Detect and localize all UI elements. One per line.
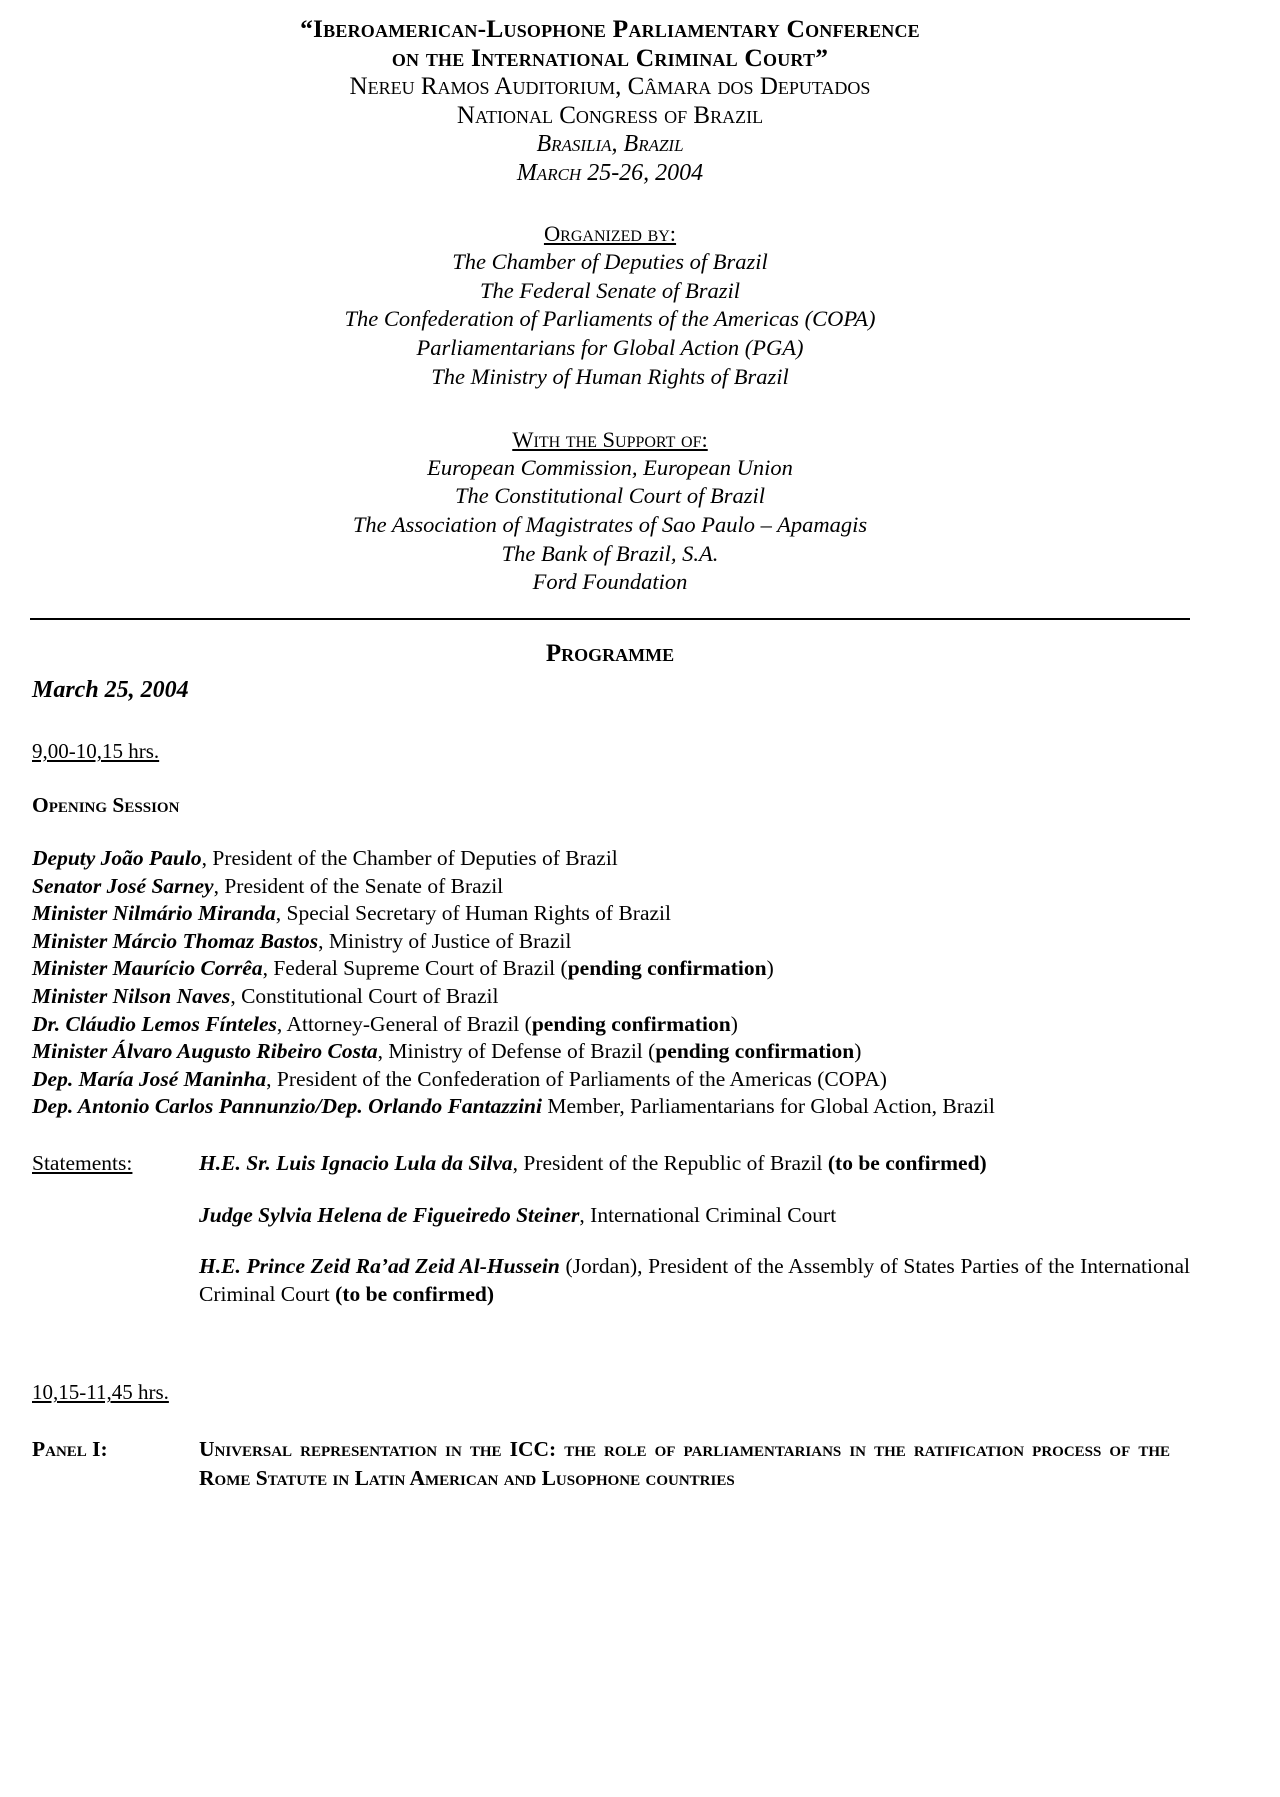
supporter-item: European Commission, European Union bbox=[427, 454, 793, 480]
speaker-row bbox=[32, 983, 1190, 1011]
statements-label: Statements: bbox=[32, 1150, 133, 1175]
speaker-note: pending confirmation bbox=[655, 1039, 855, 1064]
speaker-row bbox=[32, 845, 1190, 873]
statement-name: H.E. Sr. Luis Ignacio Lula da Silva bbox=[199, 1150, 513, 1175]
statement-name: Judge Sylvia Helena de Figueiredo Steiner bbox=[199, 1202, 580, 1227]
speaker-row bbox=[32, 928, 1190, 956]
organizer-item: The Chamber of Deputies of Brazil bbox=[452, 249, 768, 274]
organizer-list bbox=[30, 248, 1190, 392]
organizer-item: The Confederation of Parliaments of the Americas (COPA) bbox=[344, 306, 876, 332]
support-label: With the Support of: bbox=[512, 426, 708, 452]
conference-title-line-1: “Iberoamerican-Lusophone Parliamentary Conference bbox=[300, 14, 920, 43]
panel-one-title: Universal representation in the ICC: the role of parliamentarians in the ratification process of the Rome Statute in Latin American and Lusophone countries bbox=[199, 1437, 1170, 1490]
programme-heading: Programme bbox=[545, 640, 675, 668]
speaker-name: Minister Nilmário Miranda bbox=[32, 901, 276, 926]
supporter-list bbox=[30, 454, 1190, 598]
statement-row bbox=[199, 1150, 1190, 1178]
supporter-item: The Bank of Brazil, S.A. bbox=[501, 540, 719, 566]
speaker-role: , Ministry of Justice of Brazil bbox=[318, 928, 572, 953]
conference-header bbox=[30, 14, 1190, 597]
speaker-role: , Ministry of Defense of Brazil bbox=[377, 1039, 649, 1064]
organizer-item: The Ministry of Human Rights of Brazil bbox=[431, 363, 789, 389]
supporter-item: The Association of Magistrates of Sao Paulo – Apamagis bbox=[352, 511, 868, 537]
opening-speaker-list bbox=[32, 845, 1190, 1121]
speaker-note: pending confirmation bbox=[567, 956, 767, 981]
organizer-item: The Federal Senate of Brazil bbox=[480, 277, 740, 303]
panel-one-label: Panel I: bbox=[32, 1437, 108, 1462]
opening-time-slot: 9,00-10,15 hrs. bbox=[32, 739, 160, 764]
statements-block bbox=[32, 1150, 1190, 1308]
organizer-item: Parliamentarians for Global Action (PGA) bbox=[416, 335, 804, 361]
institution: National Congress of Brazil bbox=[456, 102, 764, 129]
speaker-row bbox=[32, 1093, 1190, 1121]
speaker-row: Minister Maurício Corrêa, Federal Supreme Court of Brazil (pending confirmation) bbox=[32, 956, 774, 981]
statement-role: , President of the Republic of Brazil bbox=[512, 1150, 828, 1175]
speaker-role: , Special Secretary of Human Rights of Brazil bbox=[275, 901, 671, 926]
speaker-name: Senator José Sarney bbox=[32, 873, 214, 898]
speaker-row bbox=[32, 1066, 1190, 1094]
speaker-role: , President of the Senate of Brazil bbox=[213, 873, 504, 898]
speaker-row: Dr. Cláudio Lemos Fínteles, Attorney-General of Brazil (pending confirmation) bbox=[32, 1011, 738, 1036]
statement-note: (to be confirmed) bbox=[827, 1150, 987, 1175]
speaker-name: Minister Maurício Corrêa bbox=[32, 956, 263, 981]
organized-by-label: Organized by: bbox=[543, 221, 677, 246]
supporter-item: Ford Foundation bbox=[532, 569, 688, 595]
speaker-name: Minister Márcio Thomaz Bastos bbox=[32, 928, 319, 953]
statement-role: , International Criminal Court bbox=[579, 1202, 837, 1227]
statement-note: (to be confirmed) bbox=[335, 1281, 494, 1306]
speaker-row bbox=[32, 873, 1190, 901]
speaker-row: Minister Álvaro Augusto Ribeiro Costa, Ministry of Defense of Brazil (pending confirmation) bbox=[32, 1039, 862, 1064]
city: Brasilia, Brazil bbox=[536, 131, 684, 157]
opening-session-heading: Opening Session bbox=[32, 793, 180, 818]
speaker-note: pending confirmation bbox=[531, 1011, 731, 1036]
speaker-name: Dep. Antonio Carlos Pannunzio/Dep. Orlando Fantazzini bbox=[32, 1094, 542, 1119]
statements-list bbox=[199, 1150, 1190, 1308]
speaker-role: , Attorney-General of Brazil bbox=[276, 1011, 525, 1036]
speaker-name: Minister Álvaro Augusto Ribeiro Costa bbox=[32, 1039, 378, 1064]
speaker-name: Dep. María José Maninha bbox=[32, 1066, 267, 1091]
panel-one-block bbox=[32, 1435, 1190, 1492]
statement-row bbox=[199, 1253, 1190, 1308]
conference-dates: March 25-26, 2004 bbox=[516, 160, 704, 186]
statement-role: (Jordan), President of the Assembly of States Parties of the International Criminal Court bbox=[199, 1254, 1190, 1306]
horizontal-divider bbox=[30, 618, 1190, 620]
venue: Nereu Ramos Auditorium, Câmara dos Deputados bbox=[349, 73, 871, 100]
statement-row bbox=[199, 1202, 1190, 1230]
statement-name: H.E. Prince Zeid Ra’ad Zeid Al-Hussein bbox=[199, 1254, 560, 1279]
conference-title-line-2: on the International Criminal Court” bbox=[391, 43, 829, 72]
speaker-role: Member, Parliamentarians for Global Action, Brazil bbox=[541, 1094, 995, 1119]
speaker-name: Minister Nilson Naves bbox=[32, 984, 231, 1008]
speaker-role: , President of the Confederation of Parliaments of the Americas (COPA) bbox=[266, 1066, 887, 1091]
programme-day-date: March 25, 2004 bbox=[32, 677, 189, 704]
panel-one-time-slot: 10,15-11,45 hrs. bbox=[32, 1380, 169, 1405]
speaker-name: Dr. Cláudio Lemos Fínteles bbox=[32, 1011, 277, 1036]
supporter-item: The Constitutional Court of Brazil bbox=[454, 483, 766, 509]
speaker-role: , President of the Chamber of Deputies of Brazil bbox=[201, 846, 618, 871]
speaker-role: , Constitutional Court of Brazil bbox=[230, 984, 499, 1008]
speaker-name: Deputy João Paulo bbox=[32, 846, 202, 871]
speaker-row bbox=[32, 900, 1190, 928]
speaker-role: , Federal Supreme Court of Brazil bbox=[262, 956, 561, 981]
